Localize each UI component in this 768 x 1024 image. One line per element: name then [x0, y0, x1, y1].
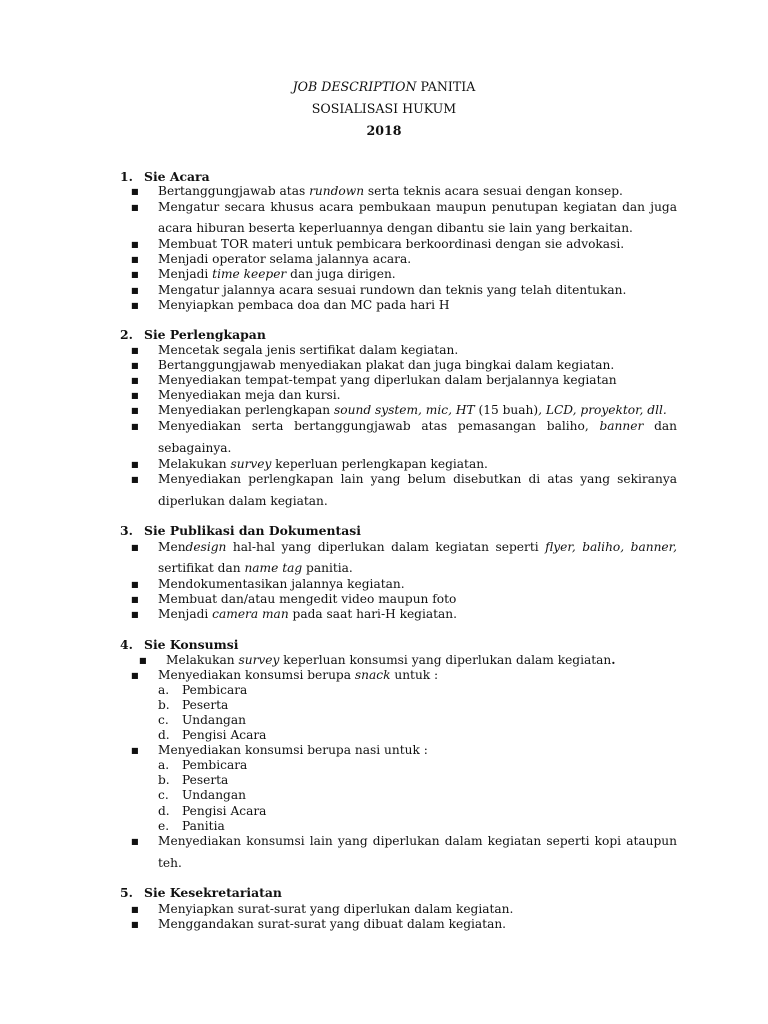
list-item: Menjadi camera man pada saat hari-H kegiatan.: [158, 607, 458, 621]
list-item: Mencetak segala jenis sertifikat dalam kegiatan.: [158, 343, 459, 357]
snack-list-item: [158, 713, 246, 728]
list-item: Mendokumentasikan jalannya kegiatan.: [158, 577, 405, 591]
section-title: Sie Perlengkapan: [144, 327, 266, 342]
list-item: Menyediakan serta bertanggungjawab atas pemasangan baliho, banner dan: [158, 419, 677, 433]
bullet-icon: ■: [131, 187, 139, 196]
bullet-icon: ■: [131, 595, 139, 604]
title-line-2: SOSIALISASI HUKUM: [311, 101, 457, 116]
list-item: Menyediakan perlengkapan lain yang belum disebutkan di atas yang sekiranya: [158, 472, 677, 486]
bullet-icon: ■: [131, 610, 139, 619]
list-letter: e.: [158, 819, 170, 833]
section-title: Sie Acara: [144, 169, 210, 184]
bullet-icon: ■: [131, 475, 139, 484]
bullet-icon: ■: [131, 406, 139, 415]
list-item-continuation: sertifikat dan name tag panitia.: [158, 561, 353, 575]
nasi-list-item: [158, 758, 247, 773]
title-rest-part: PANITIA: [416, 79, 476, 94]
list-text: Peserta: [182, 773, 229, 787]
snack-list-item: [158, 683, 247, 698]
list-item: Membuat dan/atau mengedit video maupun foto: [158, 592, 457, 606]
title-italic-part: JOB DESCRIPTION: [292, 79, 417, 94]
bullet-icon: ■: [131, 255, 139, 264]
title-line-3: 2018: [366, 123, 402, 138]
bullet-icon: ■: [131, 203, 139, 212]
document-title: [0, 79, 768, 145]
list-letter: d.: [158, 804, 170, 818]
list-text: Panitia: [182, 819, 225, 833]
list-item-continuation: teh.: [158, 856, 182, 870]
section-heading-acara: [120, 169, 210, 184]
list-item: Menjadi operator selama jalannya acara.: [158, 252, 412, 266]
bullet-icon: ■: [131, 301, 139, 310]
section-title: Sie Kesekretariatan: [144, 885, 282, 900]
list-letter: b.: [158, 773, 170, 787]
bullet-icon: ■: [131, 270, 139, 279]
list-item: Menjadi time keeper dan juga dirigen.: [158, 267, 396, 281]
nasi-list-item: [158, 788, 246, 803]
list-text: Peserta: [182, 698, 229, 712]
bullet-icon: ■: [131, 286, 139, 295]
list-item: Menyediakan konsumsi berupa nasi untuk :: [158, 743, 428, 757]
list-item: Mengatur secara khusus acara pembukaan maupun penutupan kegiatan dan juga: [158, 200, 677, 214]
list-item: Mengatur jalannya acara sesuai rundown dan teknis yang telah ditentukan.: [158, 283, 627, 297]
list-letter: a.: [158, 758, 170, 772]
bullet-icon: ■: [131, 905, 139, 914]
bullet-icon: ■: [131, 837, 139, 846]
list-item: Menyediakan tempat-tempat yang diperlukan dalam berjalannya kegiatan: [158, 373, 617, 387]
list-text: Undangan: [182, 788, 246, 802]
list-item: Menggandakan surat-surat yang dibuat dalam kegiatan.: [158, 917, 507, 931]
list-item-continuation: sebagainya.: [158, 441, 232, 455]
bullet-icon: ■: [131, 240, 139, 249]
bullet-icon: ■: [131, 580, 139, 589]
nasi-list-item: [158, 819, 225, 834]
bullet-icon: ■: [131, 376, 139, 385]
section-heading-kesekretariatan: [120, 885, 282, 900]
list-item: Bertanggungjawab atas rundown serta teknis acara sesuai dengan konsep.: [158, 184, 623, 198]
list-text: Pembicara: [182, 758, 248, 772]
list-letter: a.: [158, 683, 170, 697]
bullet-icon: ■: [131, 543, 139, 552]
section-title: Sie Konsumsi: [144, 637, 239, 652]
list-letter: c.: [158, 788, 169, 802]
section-heading-perlengkapan: [120, 327, 266, 342]
bullet-icon: ■: [131, 920, 139, 929]
bullet-icon: ■: [131, 346, 139, 355]
nasi-list-item: [158, 773, 228, 788]
section-heading-publikasi: [120, 523, 361, 538]
section-number: 5.: [120, 885, 133, 900]
list-letter: d.: [158, 728, 170, 742]
list-item: Menyediakan perlengkapan sound system, mic, HT (15 buah), LCD, proyektor, dll.: [158, 403, 667, 417]
list-item: Melakukan survey keperluan konsumsi yang diperlukan dalam kegiatan.: [166, 653, 616, 667]
list-item-continuation: diperlukan dalam kegiatan.: [158, 494, 328, 508]
section-heading-konsumsi: [120, 637, 238, 652]
snack-list-item: [158, 728, 266, 743]
list-item: Menyediakan konsumsi berupa snack untuk :: [158, 668, 439, 682]
snack-list-item: [158, 698, 228, 713]
list-item: Menyediakan konsumsi lain yang diperlukan dalam kegiatan seperti kopi ataupun: [158, 834, 677, 848]
bullet-icon: ■: [131, 361, 139, 370]
bullet-icon: ■: [131, 391, 139, 400]
bullet-icon: ■: [131, 422, 139, 431]
bullet-icon: ■: [131, 746, 139, 755]
list-item: Mendesign hal-hal yang diperlukan dalam kegiatan seperti flyer, baliho, banner,: [158, 540, 677, 554]
section-number: 2.: [120, 327, 133, 342]
list-letter: b.: [158, 698, 170, 712]
list-item: Menyiapkan surat-surat yang diperlukan dalam kegiatan.: [158, 902, 514, 916]
section-title: Sie Publikasi dan Dokumentasi: [144, 523, 361, 538]
list-item: Bertanggungjawab menyediakan plakat dan juga bingkai dalam kegiatan.: [158, 358, 615, 372]
bullet-icon: ■: [139, 656, 147, 665]
list-text: Undangan: [182, 713, 246, 727]
nasi-list-item: [158, 804, 266, 819]
list-item: Menyediakan meja dan kursi.: [158, 388, 341, 402]
list-letter: c.: [158, 713, 169, 727]
list-item: Membuat TOR materi untuk pembicara berkoordinasi dengan sie advokasi.: [158, 237, 625, 251]
bullet-icon: ■: [131, 460, 139, 469]
list-item: Melakukan survey keperluan perlengkapan kegiatan.: [158, 457, 488, 471]
section-number: 4.: [120, 637, 133, 652]
list-text: Pengisi Acara: [182, 804, 267, 818]
title-line-1: [0, 79, 768, 101]
list-text: Pembicara: [182, 683, 248, 697]
list-item-continuation: acara hiburan beserta keperluannya dengan dibantu sie lain yang berkaitan.: [158, 221, 633, 235]
list-item: Menyiapkan pembaca doa dan MC pada hari H: [158, 298, 450, 312]
section-number: 3.: [120, 523, 133, 538]
bullet-icon: ■: [131, 671, 139, 680]
list-text: Pengisi Acara: [182, 728, 267, 742]
section-number: 1.: [120, 169, 133, 184]
